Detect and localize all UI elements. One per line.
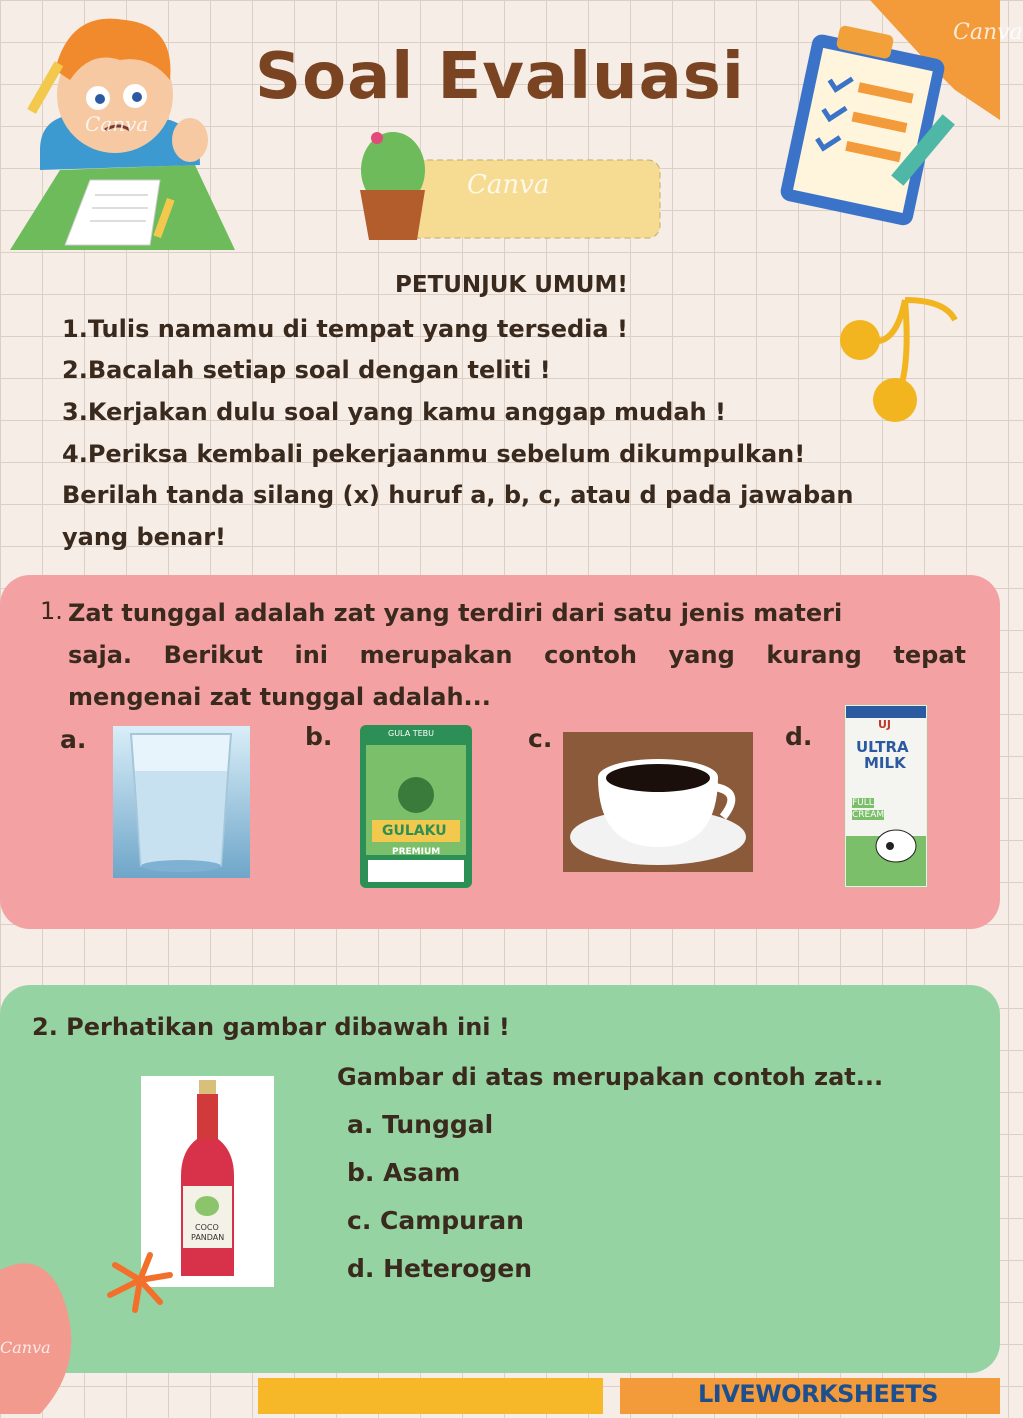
bottle-label-text-1: COCO — [195, 1223, 219, 1232]
milk-variant-text-2: CREAM — [852, 810, 885, 820]
glass-of-water-image[interactable] — [113, 726, 250, 878]
question-2-prompt: 2. Perhatikan gambar dibawah ini ! — [32, 1013, 510, 1041]
question-2-option-d[interactable]: d. Heterogen — [347, 1254, 533, 1283]
canva-watermark: Canva — [467, 170, 550, 200]
cup-of-coffee-image[interactable] — [563, 732, 753, 872]
option-a-label[interactable]: a. — [60, 725, 87, 754]
instruction-note: Berilah tanda silang (x) huruf a, b, c, atau d pada jawaban — [62, 481, 854, 509]
instruction-item-3: 3.Kerjakan dulu soal yang kamu anggap mudah ! — [62, 398, 726, 426]
footer-bar-yellow — [258, 1378, 603, 1414]
canva-watermark: Canva — [953, 20, 1023, 45]
question-1-text-line-3: mengenai zat tunggal adalah... — [68, 683, 491, 711]
bottle-label-text-2: PANDAN — [191, 1233, 225, 1242]
instruction-item-4: 4.Periksa kembali pekerjaanmu sebelum dikumpulkan! — [62, 440, 806, 468]
clipboard-illustration — [775, 0, 1023, 230]
option-d-label[interactable]: d. — [785, 722, 813, 751]
option-b-label[interactable]: b. — [305, 722, 333, 751]
milk-variant-text-1: FULL — [852, 798, 874, 808]
option-c-label[interactable]: c. — [528, 724, 553, 753]
milk-carton-image[interactable] — [845, 705, 927, 887]
liveworksheets-logo[interactable]: LIVEWORKSHEETS — [698, 1380, 938, 1408]
page-title: Soal Evaluasi — [255, 40, 745, 114]
sugar-package-image[interactable] — [360, 725, 472, 888]
canva-watermark: Canva — [0, 1338, 51, 1357]
bottom-left-decoration — [0, 1240, 180, 1414]
student-illustration — [0, 0, 240, 255]
instruction-item-2: 2.Bacalah setiap soal dengan teliti ! — [62, 356, 551, 384]
canva-watermark: Canva — [85, 112, 149, 136]
cactus-label-banner — [355, 130, 665, 242]
question-1-text-line-1: Zat tunggal adalah zat yang terdiri dari satu jenis materi — [68, 599, 843, 627]
question-1-number: 1. — [40, 597, 63, 625]
sugar-brand-text: GULAKU — [382, 823, 447, 839]
sugar-bottom-text: PREMIUM — [392, 847, 441, 857]
question-2-option-b[interactable]: b. Asam — [347, 1158, 461, 1187]
sugar-top-text: GULA TEBU — [388, 729, 434, 738]
milk-logo-text: UJ — [878, 718, 892, 731]
question-2-option-a[interactable]: a. Tunggal — [347, 1110, 494, 1139]
cherry-decoration — [835, 290, 960, 425]
question-2-option-c[interactable]: c. Campuran — [347, 1206, 524, 1235]
instruction-item-1: 1.Tulis namamu di tempat yang tersedia ! — [62, 315, 628, 343]
milk-brand-text-1: ULTRA — [856, 738, 909, 756]
question-1-text-line-2: saja. Berikut ini merupakan contoh yang kurang tepat — [68, 641, 966, 669]
question-2-text: Gambar di atas merupakan contoh zat... — [337, 1063, 884, 1091]
instructions-heading: PETUNJUK UMUM! — [395, 272, 628, 298]
instruction-note-continued: yang benar! — [62, 523, 226, 551]
milk-brand-text-2: MILK — [864, 754, 906, 772]
